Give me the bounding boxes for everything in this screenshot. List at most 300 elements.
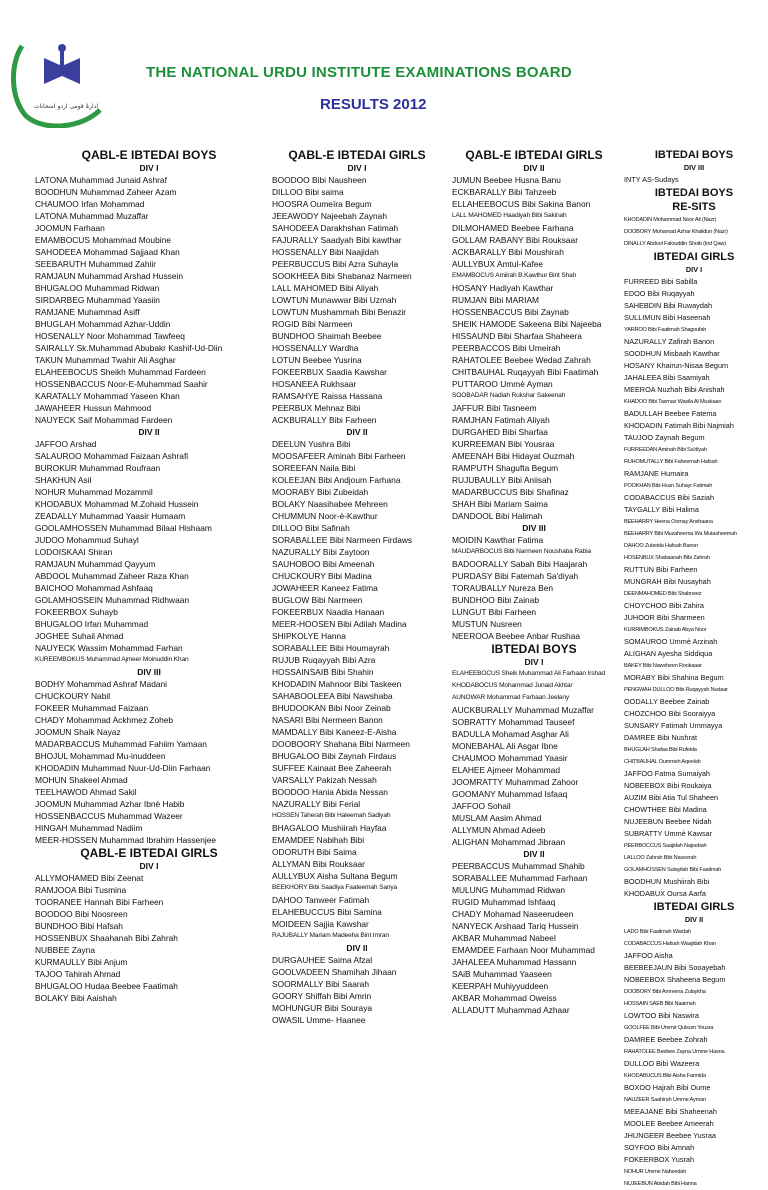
candidate-name: HOSANY Hadiyah Kawthar xyxy=(452,283,554,293)
candidate-name: MADARBUCCUS Bibi Shafinaz xyxy=(452,487,569,497)
candidate-name: DURGAUHEE Saima Afzal xyxy=(272,955,373,965)
candidate-name: ALIGHAN Mohammad Jibraan xyxy=(452,837,566,847)
candidate-name: KHODADIN Muhammad Nuur-Ud-Diin Farhaan xyxy=(35,763,211,773)
candidate-name: NANYECK Arshaad Tariq Hussein xyxy=(452,921,579,931)
candidate-name: BHAGALOO Mushiirah Hayfaa xyxy=(272,823,387,833)
candidate-name: TAUJOO Zaynah Begum xyxy=(624,433,705,442)
candidate-name: BEEHARRY Heena Oomay Anshaana xyxy=(624,519,713,525)
institute-logo xyxy=(4,36,134,128)
division-heading: DIV III xyxy=(683,163,705,172)
candidate-name: RAHATOLEE Beebee Zayna Umme Hasna xyxy=(624,1049,725,1055)
candidate-name: MOOSAFEER Aminah Bibi Farheen xyxy=(272,451,406,461)
candidate-name: BOXOO Hajrah Bibi Oume xyxy=(624,1083,711,1092)
candidate-name: PEERBUCCUS Bibi Azra Suhayla xyxy=(272,259,399,269)
candidate-name: SOBRATTY Mohammad Tauseef xyxy=(452,717,575,727)
candidate-name: CHAUMOO Mohammad Yaasir xyxy=(452,753,568,763)
candidate-name: NOBEEBOX Shaheena Begum xyxy=(624,975,726,984)
candidate-name: LALL MAHOMED Haadiyah Bibi Sakinah xyxy=(452,212,567,219)
results-column-2 xyxy=(272,148,442,1026)
candidate-name: ROGID Bibi Narmeen xyxy=(272,319,353,329)
candidate-name: KHODADIN Mohammad Noor Ali (Nazr) xyxy=(624,217,717,223)
candidate-name: SORABALLEE Bibi Houmayrah xyxy=(272,643,390,653)
candidate-name: GOLAMHOSSEIN Muhammad Ridhwaan xyxy=(35,595,190,605)
candidate-name: AKBAR Muhammad Nabeel xyxy=(452,933,556,943)
candidate-name: ALLYMOHAMED Bibi Zeenat xyxy=(35,873,144,883)
candidate-name: BOLAKY Naasihabee Mehreen xyxy=(272,499,388,509)
candidate-name: SUBRATTY Ummè Kawsar xyxy=(624,829,713,838)
candidate-name: DANDOOL Bibi Halimah xyxy=(452,511,543,521)
candidate-name: DILMOHAMED Beebee Farhana xyxy=(452,223,574,233)
candidate-name: NUJEEBUN Abidah Bibi Hanna xyxy=(624,1181,697,1187)
candidate-name: JOWAHEER Kaneez Fatima xyxy=(272,583,378,593)
candidate-name: HOSENALLY Noor Mohammad Tawfeeq xyxy=(35,331,185,341)
candidate-name: RAJUBALLY Mariam Madeeha Bint Imran xyxy=(272,932,389,939)
candidate-name: FOKEERBOX Suhayb xyxy=(35,607,118,617)
candidate-name: DURGAHED Bibi Sharfaa xyxy=(452,427,548,437)
division-heading: DIV I xyxy=(347,163,367,173)
candidate-name: CHOZCHOO Bibi Sooraiyya xyxy=(624,709,716,718)
division-heading: DIV II xyxy=(523,163,545,173)
candidate-name: AUCKBURALLY Muhammad Muzaffar xyxy=(452,705,594,715)
candidate-name: HOSSENALLY Bibi Naajidah xyxy=(272,247,379,257)
candidate-name: MEER-HOSSEN Muhammad Ibrahim Hassenjee xyxy=(35,835,217,845)
candidate-name: TAYGALLY Bibi Halima xyxy=(624,505,699,514)
candidate-name: SHIPKOLYE Hanna xyxy=(272,631,346,641)
candidate-name: BADOORALLY Sabah Bibi Haajarah xyxy=(452,559,588,569)
candidate-name: ELLAHEEBOCUS Bibi Sakina Banon xyxy=(452,199,591,209)
candidate-name: RAMSAHYE Raissa Hassana xyxy=(272,391,383,401)
candidate-name: ALLYMAN Bibi Rouksaar xyxy=(272,859,365,869)
candidate-name: SHAKHUN Asil xyxy=(35,475,92,485)
candidate-name: SALAUROO Mohammad Faizaan Ashrafi xyxy=(35,451,189,461)
candidate-name: SOODHUN Misbaah Kawthar xyxy=(624,349,720,358)
candidate-name: JOOMUN Farhaan xyxy=(35,223,105,233)
candidate-name: NOHUR Umme Naheedah xyxy=(624,1169,687,1175)
candidate-name: PEERBACCOS Bibi Umeirah xyxy=(452,343,561,353)
candidate-name: FURREED Bibi Sabilla xyxy=(624,277,698,286)
candidate-name: EMAMBOCUS Amiirah B.Kawthur Bint Shah xyxy=(452,272,577,279)
candidate-name: BADULLA Mohamad Asghar Ali xyxy=(452,729,569,739)
candidate-name: JAFFUR Bibi Tasneem xyxy=(452,403,537,413)
candidate-name: KHODADIN Fatimah Bibi Najmiah xyxy=(624,421,734,430)
candidate-name: BUNDHOO Bibi Hafsah xyxy=(35,921,123,931)
candidate-name: SUNSARY Fatimah Ummayya xyxy=(624,721,723,730)
candidate-name: EMAMDEE Farhaan Noor Muhammad xyxy=(452,945,595,955)
candidate-name: BUNDHOO Bibi Zainab xyxy=(452,595,540,605)
candidate-name: MOHUNGUR Bibi Souraya xyxy=(272,1003,373,1013)
candidate-name: RAMJANE Humaira xyxy=(624,469,689,478)
division-heading: DIV II xyxy=(346,943,368,953)
candidate-name: MAUDARBOCUS Bibi Narmeen Noushaba Rabia xyxy=(452,548,591,555)
candidate-name: MUSLAM Aasim Ahmad xyxy=(452,813,542,823)
candidate-name: HOSSENBUX Shaahanah Bibi Zahrah xyxy=(35,933,178,943)
candidate-name: SOREEFAN Naila Bibi xyxy=(272,463,356,473)
division-heading: DIV I xyxy=(685,265,703,274)
candidate-name: GOLLAM RABANY Bibi Rouksaar xyxy=(452,235,578,245)
candidate-name: SHAH Bibi Mariam Saima xyxy=(452,499,548,509)
candidate-name: HINGAH Muhammad Nadiim xyxy=(35,823,143,833)
candidate-name: MOIDIN Kawthar Fatima xyxy=(452,535,544,545)
candidate-name: AKBAR Mohammad Oweiss xyxy=(452,993,557,1003)
candidate-name: BOODHUN Muhammad Zaheer Azam xyxy=(35,187,177,197)
candidate-name: JAFFOO Aisha xyxy=(624,951,673,960)
candidate-name: AUNOWAR Mohammad Farhaan Jeelany xyxy=(452,694,569,701)
candidate-name: MOIDEEN Sajjia Kawshar xyxy=(272,919,369,929)
section-heading: IBTEDAI BOYS xyxy=(654,187,734,199)
section-heading: IBTEDAI GIRLS xyxy=(653,901,735,913)
candidate-name: PURDASY Bibi Fatemah Sa'diyah xyxy=(452,571,579,581)
candidate-name: HOOSRA Oumeïra Begum xyxy=(272,199,372,209)
candidate-name: AULLYBUX Aisha Sultana Begum xyxy=(272,871,398,881)
candidate-name: AUZIM Bibi Atia Tul Shaheen xyxy=(624,793,719,802)
candidate-name: BOODOO Hania Abida Nessan xyxy=(272,787,388,797)
candidate-name: KURRIMBOKUS Zainab Abya Noor xyxy=(624,627,707,633)
results-column-3 xyxy=(452,148,616,1016)
candidate-name: SOMAUROO Ummè Arzinah xyxy=(624,637,718,646)
candidate-name: KUREEMBOKUS Muhammad Ajmeer Moinuddin Khan xyxy=(35,656,189,663)
candidate-name: ABDOOL Muhammad Zaheer Raza Khan xyxy=(35,571,189,581)
division-heading: DIV II xyxy=(138,427,160,437)
candidate-name: JAHALEEA Bibi Saamiyah xyxy=(624,373,710,382)
candidate-name: SAUHOBOO Bibi Ameenah xyxy=(272,559,375,569)
candidate-name: BHUGALOO Irfan Muhammad xyxy=(35,619,149,629)
candidate-name: RUMJAN Bibi MARIAM xyxy=(452,295,540,305)
candidate-name: YARROO Bibi Faatimah Shagoufah xyxy=(624,327,707,333)
candidate-name: RAMJHAN Fatimah Aliyah xyxy=(452,415,550,425)
division-heading: DIV II xyxy=(684,915,704,924)
results-year-title: RESULTS 2012 xyxy=(320,96,427,113)
candidate-name: CHITBAUHAL Ruqayyah Bibi Faatimah xyxy=(452,367,599,377)
candidate-name: RAMJAUN Muhammad Arshad Hussein xyxy=(35,271,184,281)
candidate-name: LODOISKAAI Shiran xyxy=(35,547,113,557)
candidate-name: RUJUB Ruqayyah Bibi Azra xyxy=(272,655,376,665)
candidate-name: BHUGALOO Muhammad Ridwan xyxy=(35,283,160,293)
candidate-name: BHUDOOKAN Bibi Noor Zeinab xyxy=(272,703,391,713)
candidate-name: HOSSAINSAIB Bibi Shahin xyxy=(272,667,374,677)
candidate-name: JOOMUN Shaik Nayaz xyxy=(35,727,121,737)
candidate-name: DINALLY Abdool Fakruddin Shoib (Ind Qaw) xyxy=(624,241,726,247)
candidate-name: BHUGALOO Hudaa Beebee Faatimah xyxy=(35,981,178,991)
division-heading: DIV III xyxy=(522,523,546,533)
candidate-name: BHOJUL Mohammad Mu-inuddeen xyxy=(35,751,166,761)
section-heading: QABL-E IBTEDAI GIRLS xyxy=(465,148,603,162)
candidate-name: EDOO Bibi Ruqayyah xyxy=(624,289,695,298)
candidate-name: SOOKHEEA Bibi Shabanaz Narmeen xyxy=(272,271,412,281)
candidate-name: JUDOO Mohammud Suhayl xyxy=(35,535,139,545)
candidate-name: ELAHEE Ajmeer Mohammad xyxy=(452,765,560,775)
candidate-name: ACKBURALLY Bibi Farheen xyxy=(272,415,377,425)
candidate-name: ACKBARALLY Bibi Moushirah xyxy=(452,247,564,257)
candidate-name: BEEBEEJAUN Bibi Sooayebah xyxy=(624,963,726,972)
candidate-name: FURREEDAN Aminah Bibi Sa'diyah xyxy=(624,447,707,453)
candidate-name: NAZURALLY Bibi Zaytoon xyxy=(272,547,370,557)
candidate-name: NOHUR Muhammad Mozammil xyxy=(35,487,153,497)
candidate-name: DAMREE Beebee Zohrah xyxy=(624,1035,708,1044)
candidate-name: MEEAJANE Bibi Shaheenah xyxy=(624,1107,717,1116)
candidate-name: FOKEERBUX Saadia Kawshar xyxy=(272,367,387,377)
section-heading: IBTEDAI BOYS xyxy=(491,642,577,656)
logo-text: ادارۂ قومی اردو امتحانات xyxy=(34,103,98,110)
candidate-name: CHUCKOURY Nabil xyxy=(35,691,111,701)
candidate-name: KHODADIN Mahnoor Bibi Taskeen xyxy=(272,679,402,689)
candidate-name: TAKUN Muhammad Twahir Ali Asghar xyxy=(35,355,176,365)
candidate-name: RAMPUTH Shagufta Begum xyxy=(452,463,559,473)
candidate-name: MUSTUN Nusreen xyxy=(452,619,522,629)
candidate-name: MEEROA Nuzhah Bibi Anishah xyxy=(624,385,725,394)
candidate-name: BEEHARRY Bibi Muzaheema Wa Mutasheemah xyxy=(624,531,737,537)
candidate-name: AMEENAH Bibi Hidayat Ouzmah xyxy=(452,451,575,461)
candidate-name: MOOLEE Beebee Ameerah xyxy=(624,1119,714,1128)
candidate-name: SORABALLEE Bibi Narmeen Firdaws xyxy=(272,535,413,545)
division-heading: DIV I xyxy=(524,657,544,667)
candidate-name: BOODOO Bibi Nausheen xyxy=(272,175,367,185)
candidate-name: BUGLOW Bibi Narmeen xyxy=(272,595,363,605)
candidate-name: RAMJANE Muhammad Asiff xyxy=(35,307,140,317)
candidate-name: FOKEERBOX Yusrah xyxy=(624,1155,695,1164)
section-heading: QABL-E IBTEDAI BOYS xyxy=(81,148,217,162)
candidate-name: LADO Bibi Faatimah Wardah xyxy=(624,929,691,935)
candidate-name: KURMAULLY Bibi Anjum xyxy=(35,957,128,967)
candidate-name: PEERBOCCUS Saajidah Najeebah xyxy=(624,843,707,849)
candidate-name: CHAUMOO Irfan Mohammad xyxy=(35,199,145,209)
candidate-name: EMAMBOCUS Mohammad Moubine xyxy=(35,235,171,245)
candidate-name: RUGID Muhammad Ishfaaq xyxy=(452,897,556,907)
candidate-name: JUHOOR Bibi Sharmeen xyxy=(624,613,705,622)
candidate-name: DOOBOORY Shahana Bibi Narmeen xyxy=(272,739,410,749)
candidate-name: LUNGUT Bibi Farheen xyxy=(452,607,537,617)
candidate-name: LOWTUN Mushammah Bibi Benazir xyxy=(272,307,407,317)
candidate-name: SEEBARUTH Muhammad Zahiir xyxy=(35,259,157,269)
candidate-name: KHODABUX Oursa Aarfa xyxy=(624,889,706,898)
candidate-name: SHEIK HAMODE Sakeena Bibi Najeeba xyxy=(452,319,602,329)
candidate-name: NEEROOA Beebee Anbar Rushaa xyxy=(452,631,581,641)
candidate-name: BUROKUR Muhammad Roufraan xyxy=(35,463,161,473)
candidate-name: SUFFEE Kainaat Bee Zaheerah xyxy=(272,763,392,773)
candidate-name: NAUZEER Saahirah Umme Ayman xyxy=(624,1097,706,1103)
candidate-name: ALLYMUN Ahmad Adeeb xyxy=(452,825,546,835)
candidate-name: NASARI Bibi Nermeen Banon xyxy=(272,715,383,725)
candidate-name: HOSANY Khairun-Nisaa Begum xyxy=(624,361,729,370)
candidate-name: NUBBEE Zayna xyxy=(35,945,96,955)
division-heading: DIV I xyxy=(139,861,159,871)
candidate-name: HOSSAIN SAEB Bibi Naaimah xyxy=(624,1001,696,1007)
candidate-name: BEEKHORY Bibi Saadiya Faateemah Sanya xyxy=(272,884,398,891)
candidate-name: NUJEEBUN Beebee Nidah xyxy=(624,817,712,826)
candidate-name: BHUGALOO Bibi Zaynah Firdaus xyxy=(272,751,397,761)
candidate-name: PEERBACCUS Muhammad Shahib xyxy=(452,861,585,871)
candidate-name: HOSSENBACCUS Muhammad Wazeer xyxy=(35,811,183,821)
candidate-name: LALL MAHOMED Bibi Aliyah xyxy=(272,283,379,293)
candidate-name: AULLYBUX Amtul-Kafee xyxy=(452,259,544,269)
candidate-name: NAZURALLY Zafirah Banon xyxy=(624,337,715,346)
candidate-name: BOLAKY Bibi Aaishah xyxy=(35,993,117,1003)
candidate-name: SOYFOO Bibi Amnah xyxy=(624,1143,695,1152)
candidate-name: CHADY Mohammad Ackhmez Zoheb xyxy=(35,715,174,725)
candidate-name: JUMUN Beebee Husna Banu xyxy=(452,175,561,185)
candidate-name: CHUCKOURY Bibi Madina xyxy=(272,571,372,581)
candidate-name: JAFFOO Sohail xyxy=(452,801,511,811)
candidate-name: JAFFOO Arshad xyxy=(35,439,97,449)
candidate-name: JHUNGEER Beebee Yusraa xyxy=(624,1131,716,1140)
division-heading: DIV I xyxy=(139,163,159,173)
candidate-name: LOTUN Beebee Yusrina xyxy=(272,355,362,365)
division-heading: DIV II xyxy=(346,427,368,437)
candidate-name: ELAHEEBOCUS Sheik Muhammad Ali Farhaan Irshad xyxy=(452,670,606,677)
candidate-name: BUNDHOO Shaimah Beebee xyxy=(272,331,382,341)
candidate-name: BAICHOO Mohammad Ashfaaq xyxy=(35,583,153,593)
candidate-name: LATONA Muhammad Junaid Ashraf xyxy=(35,175,167,185)
candidate-name: KARATALLY Mohammad Yaseen Khan xyxy=(35,391,180,401)
candidate-name: BHUGLAH Shafaa Bibi Rufeida xyxy=(624,747,697,753)
candidate-name: PEERBUX Mehnaz Bibi xyxy=(272,403,361,413)
candidate-name: SAHABOOLEEA Bibi Nawshaba xyxy=(272,691,393,701)
candidate-name: ELAHEBUCCUS Bibi Samina xyxy=(272,907,382,917)
candidate-name: OWASIL Umme- Haanee xyxy=(272,1015,366,1025)
candidate-name: MAMDALLY Bibi Kaneez-E-Aisha xyxy=(272,727,397,737)
candidate-name: DOOBORY Bibi Amreena Zulaykha xyxy=(624,989,706,995)
candidate-name: SIRDARBEG Muhammad Yaasiin xyxy=(35,295,160,305)
candidate-name: BADULLAH Beebee Fatema xyxy=(624,409,717,418)
candidate-name: CHOWTHEE Bibi Madina xyxy=(624,805,707,814)
candidate-name: GOOLFEE Bibi Ummè Qulsum Yousra xyxy=(624,1025,714,1031)
candidate-name: NOBEEBOX Bibi Roukaiya xyxy=(624,781,712,790)
candidate-name: RAMJOOA Bibi Tusmina xyxy=(35,885,127,895)
candidate-name: TORAUBALLY Nureza Ben xyxy=(452,583,554,593)
candidate-name: MORABY Bibi Shahina Begum xyxy=(624,673,724,682)
candidate-name: PENGWAH DULLOO Bibi Ruqayyah Nudaar xyxy=(624,687,728,693)
candidate-name: HOSSENBACCUS Noor-E-Muhammad Saahir xyxy=(35,379,208,389)
candidate-name: DAMREE Bibi Nushrat xyxy=(624,733,697,742)
candidate-name: CODABACCUS Hafsah Waajidah Khan xyxy=(624,941,716,947)
candidate-name: KOLEEJAN Bibi Andjoum Farhana xyxy=(272,475,401,485)
candidate-name: JAFFOO Fatma Sumaiyah xyxy=(624,769,710,778)
candidate-name: DAHOO Tanweer Fatimah xyxy=(272,895,370,905)
candidate-name: RAHATOLEE Beebee Wedad Zahrah xyxy=(452,355,591,365)
candidate-name: DAHOO Zubeida Hafsah Banon xyxy=(624,543,699,549)
candidate-name: HOSSENBACCUS Bibi Zaynab xyxy=(452,307,569,317)
candidate-name: KHODABOCUS Mohammad Junaid Akhtar xyxy=(452,682,573,689)
candidate-name: GOOMANY Muhammad Isfaaq xyxy=(452,789,568,799)
candidate-name: ZEADALLY Muhammad Yaasir Humaam xyxy=(35,511,186,521)
candidate-name: JAHALEEA Muhammad Hassann xyxy=(452,957,577,967)
candidate-name: DOOBORY Mohamad Azhar Khalidun (Nazr) xyxy=(624,229,728,235)
candidate-name: TEELHAWOD Ahmad Sakil xyxy=(35,787,137,797)
candidate-name: DILLOO Bibi Safinah xyxy=(272,523,350,533)
candidate-name: RUTTUN Bibi Farheen xyxy=(624,565,698,574)
section-heading: IBTEDAI BOYS xyxy=(654,149,734,161)
candidate-name: VARSALLY Pakizah Nessah xyxy=(272,775,377,785)
candidate-name: CHUMMUN Noor-è-Kawthur xyxy=(272,511,378,521)
candidate-name: MULUNG Muhammad Ridwan xyxy=(452,885,566,895)
candidate-name: FAJURALLY Saadyah Bibi kawthar xyxy=(272,235,402,245)
candidate-name: CHITBAUHAL Oummeh Aqeelah xyxy=(624,759,701,765)
candidate-name: ELAHEEBOCUS Sheikh Muhammad Fardeen xyxy=(35,367,206,377)
candidate-name: HISSAUND Bibi Sharfaa Shaheera xyxy=(452,331,582,341)
candidate-name: LOWTOO Bibi Naswira xyxy=(624,1011,699,1020)
candidate-name: KURREEMAN Bibi Yousraa xyxy=(452,439,555,449)
candidate-name: SULLIMUN Bibi Haseenah xyxy=(624,313,711,322)
candidate-name: SOOBADAR Nadiah Rukshar Sakeenah xyxy=(452,392,566,399)
candidate-name: MUNGRAH Bibi Nusayhah xyxy=(624,577,711,586)
candidate-name: SAIRALLY Sk.Muhammad Abubakr Kashif-Ud-Diin xyxy=(35,343,223,353)
division-heading: DIV III xyxy=(137,667,161,677)
candidate-name: LOWTUN Munawwar Bibi Uzmah xyxy=(272,295,397,305)
candidate-name: SAHODEEA Mohammad Sajjaad Khan xyxy=(35,247,180,257)
candidate-name: CHADY Mohamad Naseerudeen xyxy=(452,909,574,919)
candidate-name: DEENMAHOMED Bibi Shabneez xyxy=(624,591,702,597)
candidate-name: FOKEERBUX Naadia Hanaan xyxy=(272,607,385,617)
division-heading: DIV II xyxy=(523,849,545,859)
section-heading: QABL-E IBTEDAI GIRLS xyxy=(80,846,218,860)
candidate-name: TOORANEE Hannah Bibi Farheen xyxy=(35,897,164,907)
candidate-name: EMAMDEE Nabihah Bibi xyxy=(272,835,365,845)
candidate-name: NAUYECK Wassim Mohammad Farhan xyxy=(35,643,183,653)
candidate-name: FOKEER Muhammad Faizaan xyxy=(35,703,149,713)
candidate-name: HOSANEEA Rukhsaar xyxy=(272,379,357,389)
candidate-name: SORABALLEE Muhammad Farhaan xyxy=(452,873,588,883)
candidate-name: HOSSEN Taherah Bibi Haleemah Sadiyah xyxy=(272,812,391,819)
candidate-name: BHUGLAH Mohammad Azhar-Uddin xyxy=(35,319,171,329)
candidate-name: GOOLAMHOSSEN Muhammad Bilaal Hishaam xyxy=(35,523,212,533)
candidate-name: GOOLVADEEN Shamihah Jihaan xyxy=(272,967,397,977)
candidate-name: ALIGHAN Ayesha Siddiqua xyxy=(624,649,713,658)
candidate-name: SAiB Muhammad Yaaseen xyxy=(452,969,552,979)
candidate-name: ECKBARALLY Bibi Tahzeeb xyxy=(452,187,557,197)
candidate-name: NAUYECK Saif Mohammad Fardeen xyxy=(35,415,173,425)
candidate-name: DULLOO Bibi Wazeera xyxy=(624,1059,700,1068)
candidate-name: MOHUN Shakeel Ahmad xyxy=(35,775,128,785)
results-column-4 xyxy=(624,148,764,1190)
candidate-name: ALLADUTT Muhammad Azhaar xyxy=(452,1005,570,1015)
candidate-name: KHODABUCUS Bibi Aisha Farmida xyxy=(624,1073,706,1079)
section-heading: QABL-E IBTEDAI GIRLS xyxy=(288,148,426,162)
candidate-name: MOORABY Bibi Zubeidah xyxy=(272,487,369,497)
candidate-name: ODORUTH Bibi Saima xyxy=(272,847,357,857)
candidate-name: KHADOO Bibi Tasmaz Wasila Al Muskaan xyxy=(624,399,722,405)
candidate-name: JEEAWODY Najeebah Zaynah xyxy=(272,211,387,221)
results-column-1 xyxy=(35,148,263,1004)
candidate-name: RAMJAUN Muhammad Qayyum xyxy=(35,559,156,569)
candidate-name: OODALLY Beebee Zainab xyxy=(624,697,710,706)
candidate-name: LATONA Muhammad Muzaffar xyxy=(35,211,149,221)
candidate-name: MONEBAHAL Ali Asgar Ibne xyxy=(452,741,558,751)
candidate-name: MADARBACCUS Muhammad Fahiim Yamaan xyxy=(35,739,207,749)
candidate-name: BODHY Mohammad Ashraf Madani xyxy=(35,679,168,689)
candidate-name: MEER-HOOSEN Bibi Adilah Madina xyxy=(272,619,407,629)
board-title: THE NATIONAL URDU INSTITUTE EXAMINATIONS BOARD xyxy=(146,64,572,81)
candidate-name: BOODOO Bibi Noosreen xyxy=(35,909,128,919)
candidate-name: HOSENBUX Shabaanah Bibi Zahrah xyxy=(624,555,710,561)
candidate-name: LALLOO Zahrah Bibi Naseerah xyxy=(624,855,697,861)
candidate-name: RUJUBAULLY Bibi Aniisah xyxy=(452,475,552,485)
candidate-name: DILLOO Bibi saima xyxy=(272,187,344,197)
section-heading: IBTEDAI GIRLS xyxy=(653,251,735,263)
candidate-name: JOGHEE Suhail Ahmad xyxy=(35,631,124,641)
section-heading: RE-SITS xyxy=(672,201,716,213)
candidate-name: RUHOMUTALLY Bibi Faheemah Hafsah xyxy=(624,459,718,465)
candidate-name: PUTTAROO Ummè Ayman xyxy=(452,379,553,389)
candidate-name: SOORMALLY Bibi Saarah xyxy=(272,979,369,989)
candidate-name: HOSSENALLY Wardha xyxy=(272,343,359,353)
candidate-name: CHOYCHOO Bibi Zahira xyxy=(624,601,704,610)
candidate-name: INTY AS-Sudays xyxy=(624,175,679,184)
candidate-name: KEERPAH Muhiyyuddeen xyxy=(452,981,549,991)
candidate-name: KHODABUX Mohammad M.Zohaid Hussein xyxy=(35,499,199,509)
candidate-name: TAJOO Tahirah Ahmad xyxy=(35,969,121,979)
candidate-name: JAWAHEER Hussun Mahmood xyxy=(35,403,152,413)
candidate-name: JOOMUN Muhammad Azhar Ibnè Habib xyxy=(35,799,185,809)
candidate-name: NAZURALLY Bibi Ferial xyxy=(272,799,361,809)
